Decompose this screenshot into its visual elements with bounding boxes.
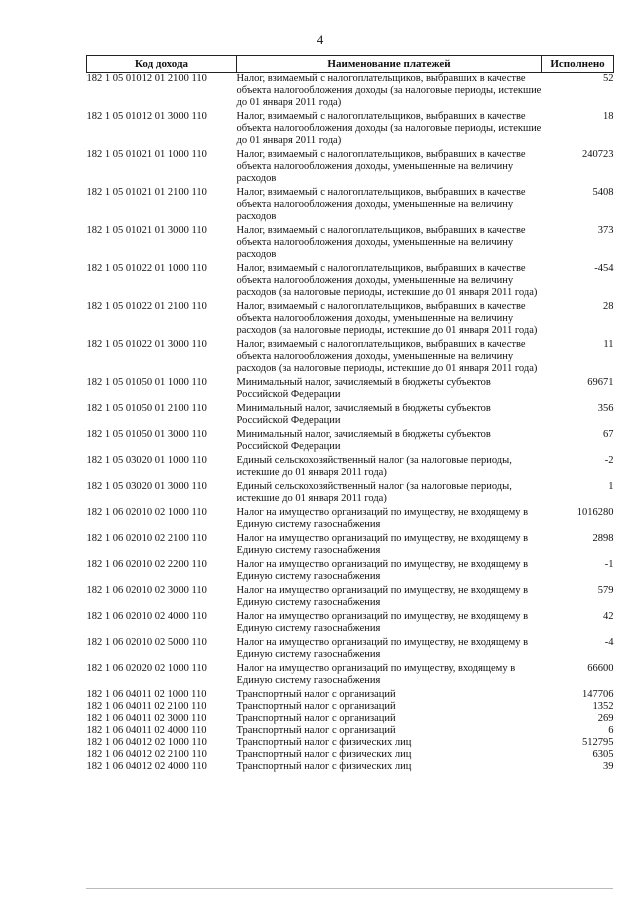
table-row bbox=[87, 761, 614, 773]
payment-name-cell: Налог на имущество организаций по имуществу, не входящему в Единую систему газоснабжения bbox=[236, 637, 529, 660]
executed-amount-cell: 66600 bbox=[587, 663, 614, 674]
executed-amount-cell: -4 bbox=[604, 637, 614, 648]
table-row bbox=[87, 263, 614, 301]
income-code-cell: 182 1 05 01050 01 1000 110 bbox=[86, 377, 207, 388]
payment-name-cell: Налог, взимаемый с налогоплательщиков, выбравших в качестве объекта налогообложения доходы, уменьшенные на величину расходов bbox=[236, 187, 526, 222]
table-row bbox=[87, 663, 614, 689]
executed-amount-cell: -454 bbox=[594, 263, 614, 274]
payment-name-cell: Минимальный налог, зачисляемый в бюджеты субъектов Российской Федерации bbox=[236, 377, 491, 400]
executed-amount-cell: 373 bbox=[597, 225, 614, 236]
table-row bbox=[87, 429, 614, 455]
payment-name-cell: Единый сельскохозяйственный налог (за налоговые периоды, истекшие до 01 января 2011 года) bbox=[236, 481, 512, 504]
table-row bbox=[87, 377, 614, 403]
table-row bbox=[87, 559, 614, 585]
table-row bbox=[87, 533, 614, 559]
table-row bbox=[87, 403, 614, 429]
table-row bbox=[87, 187, 614, 225]
table-row bbox=[87, 713, 614, 725]
payment-name-cell: Транспортный налог с организаций bbox=[236, 689, 396, 700]
table-row bbox=[87, 73, 614, 112]
income-code-cell: 182 1 06 04011 02 4000 110 bbox=[86, 725, 207, 736]
income-code-cell: 182 1 05 01021 01 3000 110 bbox=[86, 225, 207, 236]
income-code-cell: 182 1 05 01021 01 2100 110 bbox=[86, 187, 207, 198]
income-code-cell: 182 1 05 01022 01 2100 110 bbox=[86, 301, 207, 312]
table-row bbox=[87, 111, 614, 149]
payment-name-cell: Налог, взимаемый с налогоплательщиков, выбравших в качестве объекта налогообложения доходы, уменьшенные на величину расходов (за налоговые периоды, истекшие до 01 января 2011 года) bbox=[236, 339, 538, 374]
table-row bbox=[87, 507, 614, 533]
executed-amount-cell: 69671 bbox=[587, 377, 614, 388]
income-code-cell: 182 1 05 03020 01 1000 110 bbox=[86, 455, 207, 466]
payment-name-cell: Налог, взимаемый с налогоплательщиков, выбравших в качестве объекта налогообложения доходы (за налоговые периоды, истекшие до 01 января 2011 года) bbox=[236, 111, 542, 146]
income-code-cell: 182 1 06 04011 02 2100 110 bbox=[86, 701, 207, 712]
header-payment-name: Наименование платежей bbox=[237, 56, 542, 73]
income-code-cell: 182 1 06 02010 02 3000 110 bbox=[86, 585, 207, 596]
payment-name-cell: Налог на имущество организаций по имуществу, не входящему в Единую систему газоснабжения bbox=[236, 611, 529, 634]
payment-name-cell: Транспортный налог с физических лиц bbox=[236, 761, 412, 772]
executed-amount-cell: 1016280 bbox=[576, 507, 614, 518]
income-code-cell: 182 1 06 02010 02 2200 110 bbox=[86, 559, 207, 570]
income-code-cell: 182 1 05 01021 01 1000 110 bbox=[86, 149, 207, 160]
payment-name-cell: Транспортный налог с организаций bbox=[236, 713, 396, 724]
executed-amount-cell: -2 bbox=[604, 455, 614, 466]
table-row bbox=[87, 689, 614, 701]
payment-name-cell: Налог на имущество организаций по имуществу, не входящему в Единую систему газоснабжения bbox=[236, 585, 529, 608]
payment-name-cell: Единый сельскохозяйственный налог (за налоговые периоды, истекшие до 01 января 2011 года) bbox=[236, 455, 512, 478]
executed-amount-cell: 18 bbox=[603, 111, 614, 122]
income-table bbox=[86, 55, 614, 773]
income-code-cell: 182 1 05 01012 01 2100 110 bbox=[86, 73, 207, 84]
table-row bbox=[87, 481, 614, 507]
executed-amount-cell: 512795 bbox=[582, 737, 614, 748]
executed-amount-cell: 42 bbox=[603, 611, 614, 622]
executed-amount-cell: 240723 bbox=[582, 149, 614, 160]
payment-name-cell: Налог, взимаемый с налогоплательщиков, выбравших в качестве объекта налогообложения доходы, уменьшенные на величину расходов bbox=[236, 225, 526, 260]
table-row bbox=[87, 611, 614, 637]
table-row bbox=[87, 149, 614, 187]
income-code-cell: 182 1 06 02010 02 1000 110 bbox=[86, 507, 207, 518]
executed-amount-cell: 5408 bbox=[592, 187, 614, 198]
table-row bbox=[87, 637, 614, 663]
table-row bbox=[87, 749, 614, 761]
executed-amount-cell: 147706 bbox=[582, 689, 614, 700]
income-code-cell: 182 1 06 02010 02 2100 110 bbox=[86, 533, 207, 544]
payment-name-cell: Транспортный налог с физических лиц bbox=[236, 737, 412, 748]
income-code-cell: 182 1 05 01050 01 3000 110 bbox=[86, 429, 207, 440]
executed-amount-cell: 6 bbox=[608, 725, 614, 736]
payment-name-cell: Налог на имущество организаций по имуществу, не входящему в Единую систему газоснабжения bbox=[236, 507, 529, 530]
table-row bbox=[87, 701, 614, 713]
page-number: 4 bbox=[316, 32, 324, 47]
executed-amount-cell: 67 bbox=[603, 429, 614, 440]
executed-amount-cell: 1 bbox=[608, 481, 614, 492]
table-header-row bbox=[87, 56, 614, 73]
payment-name-cell: Налог на имущество организаций по имуществу, не входящему в Единую систему газоснабжения bbox=[236, 559, 529, 582]
payment-name-cell: Налог на имущество организаций по имуществу, входящему в Единую систему газоснабжения bbox=[236, 663, 516, 686]
header-income-code: Код дохода bbox=[87, 56, 237, 73]
executed-amount-cell: 356 bbox=[597, 403, 614, 414]
income-code-cell: 182 1 06 02010 02 4000 110 bbox=[86, 611, 207, 622]
payment-name-cell: Налог, взимаемый с налогоплательщиков, выбравших в качестве объекта налогообложения доходы, уменьшенные на величину расходов bbox=[236, 149, 526, 184]
executed-amount-cell: 1352 bbox=[592, 701, 614, 712]
income-code-cell: 182 1 06 04011 02 3000 110 bbox=[86, 713, 207, 724]
income-code-cell: 182 1 06 04011 02 1000 110 bbox=[86, 689, 207, 700]
bottom-rule bbox=[86, 888, 613, 889]
payment-name-cell: Налог, взимаемый с налогоплательщиков, выбравших в качестве объекта налогообложения доходы, уменьшенные на величину расходов (за налоговые периоды, истекшие до 01 января 2011 года) bbox=[236, 301, 538, 336]
table-row bbox=[87, 455, 614, 481]
executed-amount-cell: 52 bbox=[603, 73, 614, 84]
payment-name-cell: Налог, взимаемый с налогоплательщиков, выбравших в качестве объекта налогообложения доходы, уменьшенные на величину расходов (за налоговые периоды, истекшие до 01 января 2011 года) bbox=[236, 263, 538, 298]
income-code-cell: 182 1 06 02010 02 5000 110 bbox=[86, 637, 207, 648]
income-code-cell: 182 1 05 03020 01 3000 110 bbox=[86, 481, 207, 492]
income-code-cell: 182 1 06 04012 02 4000 110 bbox=[86, 761, 207, 772]
payment-name-cell: Минимальный налог, зачисляемый в бюджеты субъектов Российской Федерации bbox=[236, 429, 491, 452]
income-code-cell: 182 1 05 01022 01 1000 110 bbox=[86, 263, 207, 274]
header-executed-amount: Исполнено bbox=[542, 56, 614, 73]
executed-amount-cell: 39 bbox=[603, 761, 614, 772]
executed-amount-cell: 28 bbox=[603, 301, 614, 312]
payment-name-cell: Налог на имущество организаций по имуществу, не входящему в Единую систему газоснабжения bbox=[236, 533, 529, 556]
income-code-cell: 182 1 05 01050 01 2100 110 bbox=[86, 403, 207, 414]
payment-name-cell: Транспортный налог с организаций bbox=[236, 701, 396, 712]
table-row bbox=[87, 225, 614, 263]
income-code-cell: 182 1 06 02020 02 1000 110 bbox=[86, 663, 207, 674]
executed-amount-cell: 269 bbox=[597, 713, 614, 724]
table-row bbox=[87, 585, 614, 611]
payment-name-cell: Транспортный налог с физических лиц bbox=[236, 749, 412, 760]
payment-name-cell: Транспортный налог с организаций bbox=[236, 725, 396, 736]
table-row bbox=[87, 301, 614, 339]
table-row bbox=[87, 339, 614, 377]
payment-name-cell: Налог, взимаемый с налогоплательщиков, выбравших в качестве объекта налогообложения доходы (за налоговые периоды, истекшие до 01 января 2011 года) bbox=[236, 73, 542, 108]
executed-amount-cell: 2898 bbox=[592, 533, 614, 544]
income-code-cell: 182 1 05 01022 01 3000 110 bbox=[86, 339, 207, 350]
table-row bbox=[87, 737, 614, 749]
executed-amount-cell: -1 bbox=[604, 559, 614, 570]
table-row bbox=[87, 725, 614, 737]
income-code-cell: 182 1 05 01012 01 3000 110 bbox=[86, 111, 207, 122]
payment-name-cell: Минимальный налог, зачисляемый в бюджеты субъектов Российской Федерации bbox=[236, 403, 491, 426]
executed-amount-cell: 579 bbox=[597, 585, 614, 596]
executed-amount-cell: 6305 bbox=[592, 749, 614, 760]
executed-amount-cell: 11 bbox=[603, 339, 614, 350]
table-body bbox=[87, 73, 614, 774]
income-code-cell: 182 1 06 04012 02 2100 110 bbox=[86, 749, 207, 760]
income-code-cell: 182 1 06 04012 02 1000 110 bbox=[86, 737, 207, 748]
